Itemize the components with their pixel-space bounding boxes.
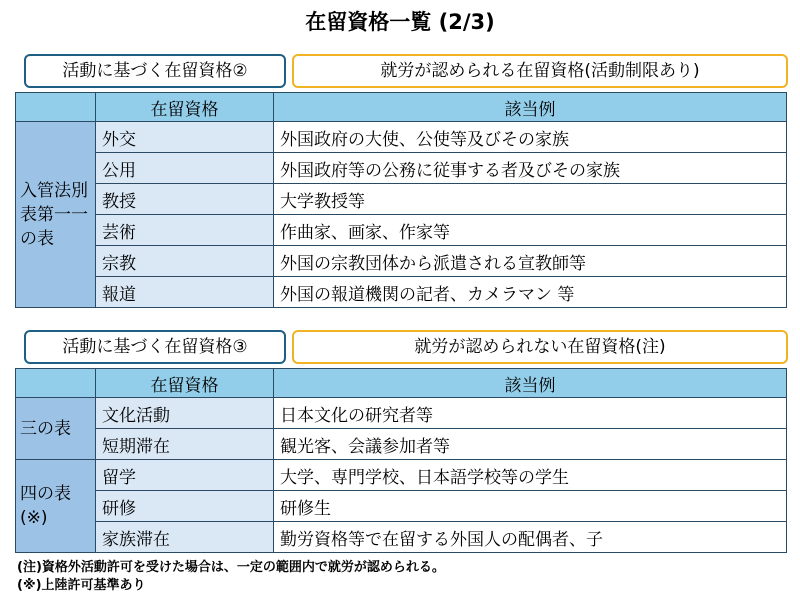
page-title: 在留資格一覧 (2/3): [305, 10, 495, 34]
example-cell: 外国政府の大使、公使等及びその家族: [274, 122, 787, 153]
example-cell: 外国政府等の公務に従事する者及びその家族: [274, 153, 787, 184]
category-label: 三の表: [20, 418, 71, 439]
status-name-cell: 宗教: [96, 246, 274, 277]
table-row: [16, 522, 787, 553]
example-cell: 研修生: [274, 491, 787, 522]
status-name-cell: 家族滞在: [96, 522, 274, 553]
example-cell: 観光客、会議参加者等: [274, 429, 787, 460]
category-cell: [16, 398, 96, 460]
table-row: [16, 215, 787, 246]
example-cell: 作曲家、画家、作家等: [274, 215, 787, 246]
category-label: 四の表(※): [20, 484, 71, 528]
status-name-cell: 留学: [96, 460, 274, 491]
status-name-cell: 芸術: [96, 215, 274, 246]
status-name-cell: 公用: [96, 153, 274, 184]
section1-right-label: 就労が認められる在留資格(活動制限あり): [292, 54, 788, 88]
header-blank-cell: [16, 369, 96, 398]
example-cell: 勤労資格等で在留する外国人の配偶者、子: [274, 522, 787, 553]
table-row: [16, 398, 787, 429]
table-header-row: [16, 369, 787, 398]
table-row: [16, 122, 787, 153]
section2-table: [15, 368, 787, 553]
table-row: [16, 153, 787, 184]
status-name-cell: 教授: [96, 184, 274, 215]
example-cell: 大学、専門学校、日本語学校等の学生: [274, 460, 787, 491]
category-cell: [16, 460, 96, 553]
table-header-row: [16, 93, 787, 122]
table-row: [16, 491, 787, 522]
section2-left-label: 活動に基づく在留資格③: [24, 330, 286, 364]
footnote-1: (注)資格外活動許可を受けた場合は、一定の範囲内で就労が認められる。: [17, 560, 445, 575]
header-status-name: 在留資格: [96, 93, 274, 122]
table-row: [16, 184, 787, 215]
example-cell: 外国の報道機関の記者、カメラマン 等: [274, 277, 787, 308]
header-examples: 該当例: [274, 93, 787, 122]
table-row: [16, 429, 787, 460]
header-blank-cell: [16, 93, 96, 122]
example-cell: 大学教授等: [274, 184, 787, 215]
footnote-2: (※)上陸許可基準あり: [17, 578, 146, 593]
status-name-cell: 研修: [96, 491, 274, 522]
table-row: [16, 246, 787, 277]
table-row: [16, 277, 787, 308]
example-cell: 日本文化の研究者等: [274, 398, 787, 429]
status-name-cell: 短期滞在: [96, 429, 274, 460]
example-cell: 外国の宗教団体から派遣される宣教師等: [274, 246, 787, 277]
section1-left-label: 活動に基づく在留資格②: [24, 54, 286, 88]
header-status-name: 在留資格: [96, 369, 274, 398]
header-examples: 該当例: [274, 369, 787, 398]
section1-table: [15, 92, 787, 308]
status-name-cell: 外交: [96, 122, 274, 153]
category-label: 入管法別表第一一の表: [20, 180, 88, 249]
table-row: [16, 460, 787, 491]
section2-right-label: 就労が認められない在留資格(注): [292, 330, 788, 364]
status-name-cell: 文化活動: [96, 398, 274, 429]
category-cell: [16, 122, 96, 308]
status-name-cell: 報道: [96, 277, 274, 308]
